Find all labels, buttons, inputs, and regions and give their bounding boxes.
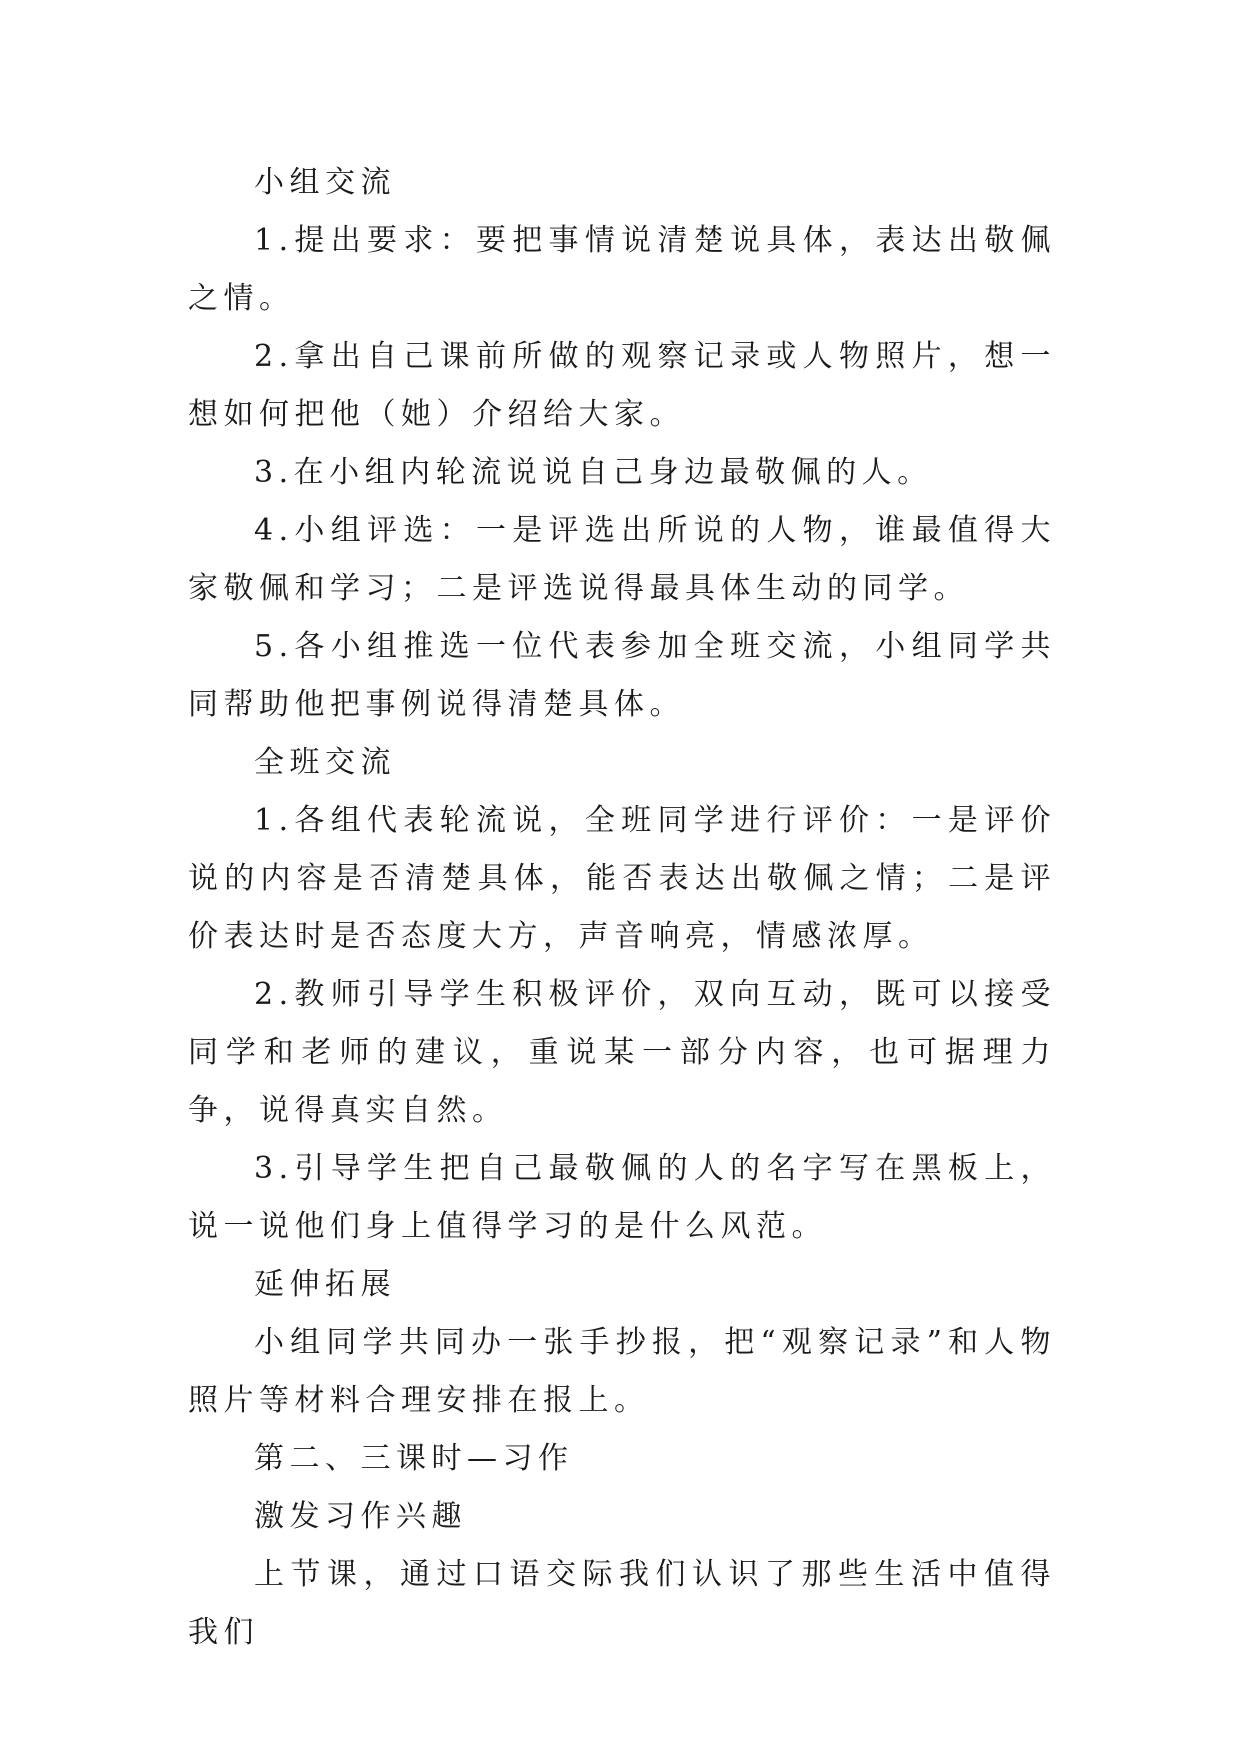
- document-body: [188, 154, 1056, 1662]
- section-heading-class-discussion: 全班交流: [254, 745, 396, 780]
- section-heading-extension: 延伸拓展: [254, 1267, 396, 1302]
- paragraph: 2.拿出自己课前所做的观察记录或人物照片，想一想如何把他（她）介绍给大家。: [188, 339, 1056, 432]
- paragraph: 1.提出要求：要把事情说清楚说具体，表达出敬佩之情。: [188, 223, 1056, 316]
- paragraph: 4.小组评选：一是评选出所说的人物，谁最值得大家敬佩和学习；二是评选说得最具体生动的同学。: [188, 513, 1056, 606]
- section-heading-group-discussion: 小组交流: [254, 165, 396, 200]
- section-heading-motivation: 激发习作兴趣: [254, 1499, 467, 1534]
- paragraph: 3.在小组内轮流说说自己身边最敬佩的人。: [254, 455, 933, 490]
- section-heading-lesson-2-3: 第二、三课时—习作: [254, 1441, 574, 1476]
- paragraph: 小组同学共同办一张手抄报，把“观察记录”和人物照片等材料合理安排在报上。: [188, 1325, 1056, 1418]
- paragraph: 3.引导学生把自己最敬佩的人的名字写在黑板上，说一说他们身上值得学习的是什么风范。: [188, 1151, 1056, 1244]
- paragraph: 1.各组代表轮流说，全班同学进行评价：一是评价说的内容是否清楚具体，能否表达出敬佩之情；二是评价表达时是否态度大方，声音响亮，情感浓厚。: [188, 803, 1056, 954]
- paragraph: 上节课，通过口语交际我们认识了那些生活中值得我们: [188, 1557, 1056, 1650]
- paragraph: 2.教师引导学生积极评价，双向互动，既可以接受同学和老师的建议，重说某一部分内容，也可据理力争，说得真实自然。: [188, 977, 1056, 1128]
- paragraph: 5.各小组推选一位代表参加全班交流，小组同学共同帮助他把事例说得清楚具体。: [188, 629, 1056, 722]
